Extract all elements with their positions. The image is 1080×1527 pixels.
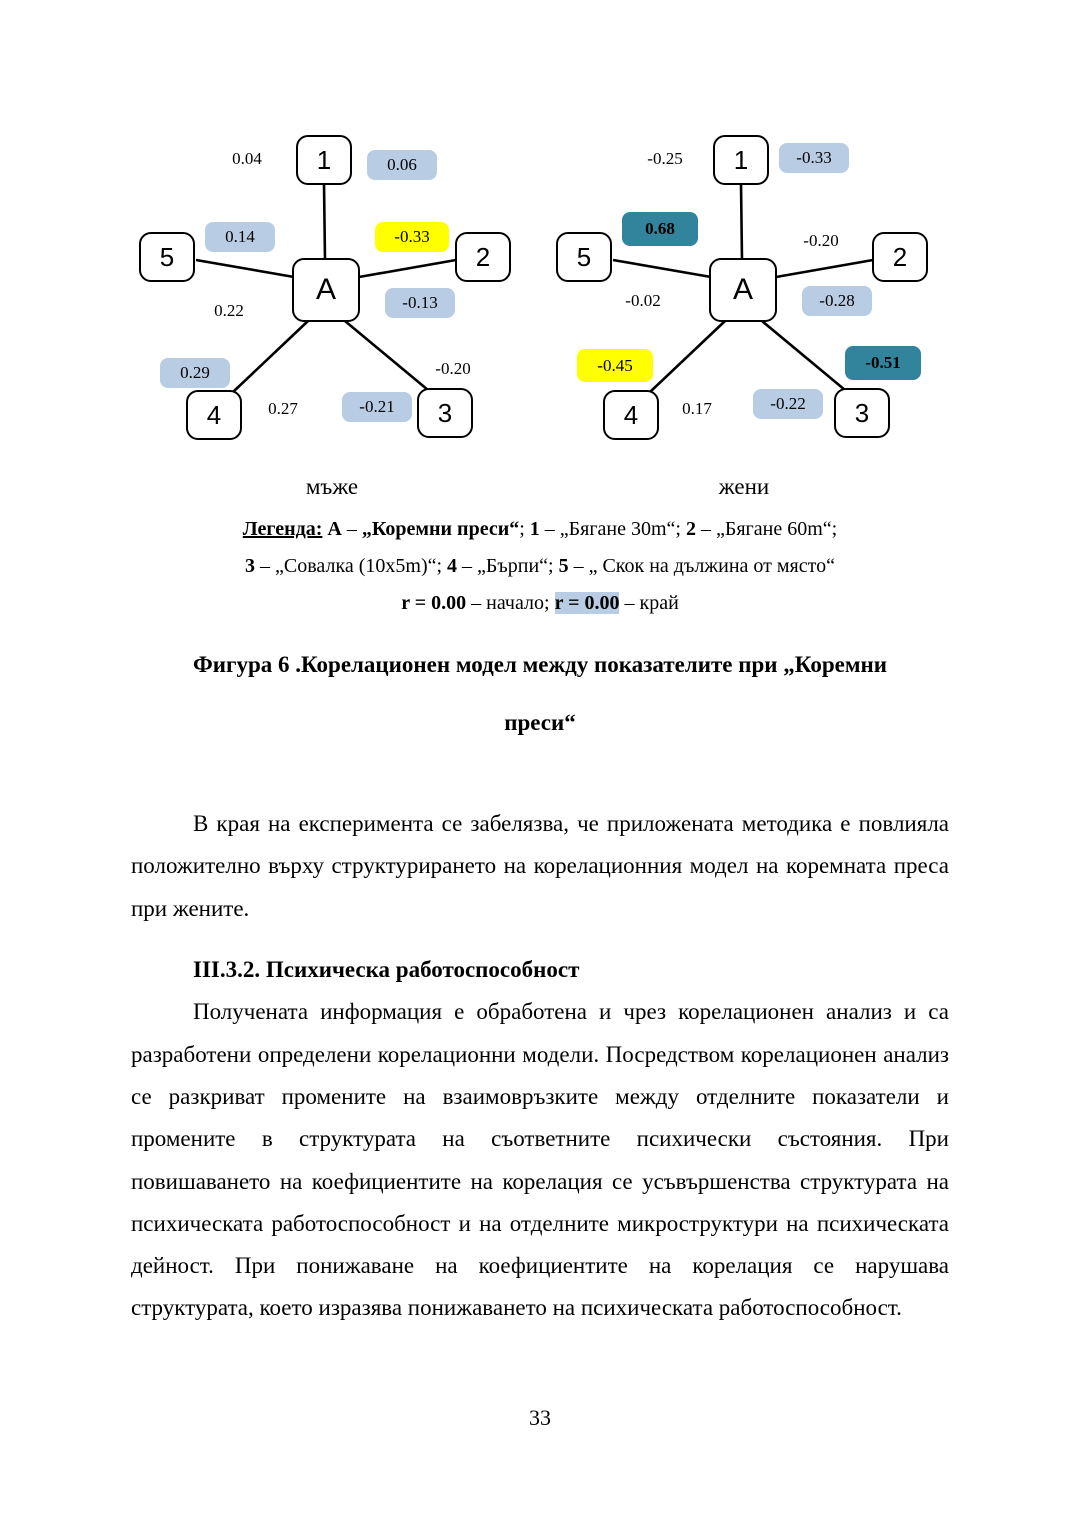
correlation-value: 0.27 [268, 399, 298, 418]
legend-line-1: Легенда: А – „Коремни преси“; 1 – „Бягане 30m“; 2 – „Бягане 60m“; [242, 518, 838, 540]
correlation-value: -0.33 [375, 222, 449, 252]
figure-caption-line-1: Фигура 6 .Корелационен модел между показателите при „Коремни [193, 652, 887, 677]
correlation-value: -0.21 [342, 392, 412, 422]
node-3-men: 3 [417, 388, 473, 438]
node-1-women: 1 [713, 135, 769, 185]
page-number: 33 [529, 1405, 551, 1430]
correlation-value: 0.14 [205, 222, 275, 252]
legend-line-2: 3 – „Совалка (10x5m)“; 4 – „Бърпи“; 5 – „ Скок на дължина от място“ [245, 555, 835, 577]
figure-caption-line-2: преси“ [504, 709, 576, 735]
correlation-value: -0.51 [845, 346, 921, 380]
correlation-value: -0.13 [385, 288, 455, 318]
node-1-men: 1 [296, 135, 352, 185]
diagram-caption-men: мъже [305, 474, 359, 499]
legend-title: Легенда: [242, 518, 323, 540]
node-4-women: 4 [603, 390, 659, 440]
node-2-women: 2 [872, 232, 928, 282]
correlation-value: -0.02 [625, 291, 661, 310]
node-a-women: A [709, 258, 777, 322]
correlation-value: -0.22 [753, 389, 823, 419]
correlation-value: -0.25 [647, 149, 683, 168]
node-3-women: 3 [834, 388, 890, 438]
correlation-value: 0.29 [160, 358, 230, 388]
correlation-value: 0.68 [622, 212, 698, 246]
r-start-label: r = 0.00 [401, 592, 467, 614]
correlation-value: -0.28 [802, 286, 872, 316]
section-heading: III.3.2. Психическа работоспособност [193, 956, 580, 982]
paragraph-1: В края на експеримента се забелязва, че приложената методика е повлияла положително върху структурирането на корелационния модел на коремната преса при жените. [131, 811, 949, 921]
node-5-women: 5 [556, 232, 612, 282]
legend-line-3: r = 0.00 – начало; r = 0.00 – край [401, 592, 679, 614]
correlation-value: -0.20 [803, 231, 839, 250]
body-text [0, 803, 1080, 1330]
correlation-value: -0.45 [577, 349, 653, 382]
figure-caption [0, 636, 1080, 751]
node-5-men: 5 [139, 232, 195, 282]
correlation-value: 0.06 [367, 150, 437, 180]
node-4-men: 4 [186, 390, 242, 440]
figure-legend [0, 511, 1080, 622]
node-2-men: 2 [455, 232, 511, 282]
correlation-value: -0.20 [435, 359, 471, 378]
correlation-value: -0.33 [779, 143, 849, 173]
correlation-value: 0.22 [214, 301, 244, 320]
correlation-value: 0.04 [232, 149, 262, 168]
node-a-men: A [292, 258, 360, 322]
r-end-label: r = 0.00 [554, 592, 620, 614]
correlation-diagrams [0, 0, 1080, 505]
paragraph-2: Получената информация е обработена и чрез корелационен анализ и са разработени определени корелационни модели. Посредством корелационен анализ се разкриват промените на взаимовръзките между отделните показатели и промените в структурата на съответните психически състояния. При повишаването на коефициентите на корелация се усъвършенства структурата на психическата работоспособност и на отделните микроструктури на психическата дейност. При понижаване на коефициентите на корелация се нарушава структурата, което изразява понижаването на психическата работоспособност. [131, 999, 949, 1321]
correlation-value: 0.17 [682, 399, 712, 418]
diagram-caption-women: жени [718, 474, 770, 499]
